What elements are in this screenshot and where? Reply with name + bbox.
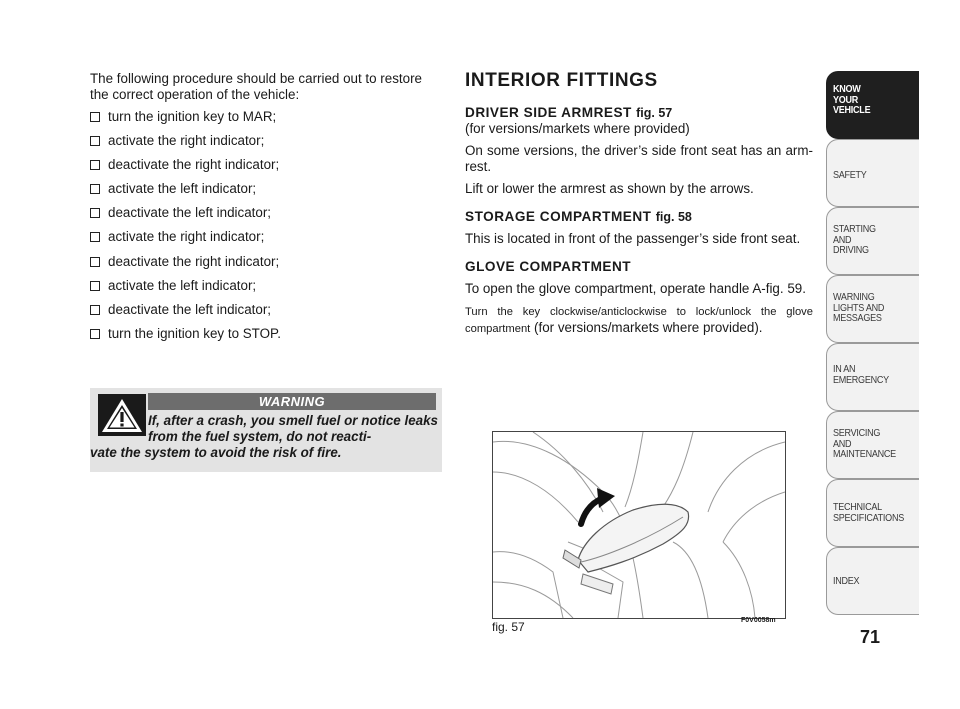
armrest-note: (for versions/markets where provided) [465,121,690,136]
checkbox-bullet-icon [90,329,100,339]
procedure-step: activate the right indicator; [90,229,442,245]
tab-in-an-emergency[interactable]: IN AN EMERGENCY [826,343,919,411]
procedure-column [90,71,442,350]
tab-know-your-vehicle[interactable]: KNOW YOUR VEHICLE [826,71,919,139]
storage-text: This is located in front of the passenger’s side front seat. [465,231,801,246]
armrest-instruction: Lift or lower the armrest as shown by the arrows. [465,181,754,196]
warning-text [90,413,438,461]
interior-fittings-column [465,71,813,343]
procedure-step: deactivate the left indicator; [90,205,442,221]
armrest-illustration [492,431,786,619]
procedure-step: deactivate the right indicator; [90,157,442,173]
armrest-text: On some versions, the driver’s side front seat has an arm-rest. [465,143,813,174]
checkbox-bullet-icon [90,281,100,291]
procedure-step: activate the right indicator; [90,133,442,149]
figure-code: F0V0058m [741,617,776,624]
checkbox-bullet-icon [90,208,100,218]
glove-text: To open the glove compartment, operate handle A-fig. 59. [465,281,806,296]
procedure-steps [90,109,442,342]
procedure-step: activate the left indicator; [90,278,442,294]
checkbox-bullet-icon [90,232,100,242]
armrest-heading: DRIVER SIDE ARMREST fig. 57 [465,105,673,120]
checkbox-bullet-icon [90,184,100,194]
procedure-step: turn the ignition key to MAR; [90,109,442,125]
procedure-step: deactivate the right indicator; [90,254,442,270]
procedure-intro: The following procedure should be carried out to restore the correct operation of the vehicle: [90,71,422,102]
storage-heading: STORAGE COMPARTMENT fig. 58 [465,209,692,224]
figure-reference: fig. 58 [655,210,692,224]
glove-note: Turn the key clockwise/anticlockwise to lock/unlock the glove compartment (for versions/markets where provided). [465,306,813,335]
warning-text-line: If, after a crash, you smell fuel or notice leaks from the fuel system, do not reacti- [148,413,438,444]
page-number: 71 [859,627,881,647]
armrest-drawing [493,432,785,618]
checkbox-bullet-icon [90,112,100,122]
figure-caption: fig. 57 [492,620,525,634]
checkbox-bullet-icon [90,257,100,267]
procedure-step: activate the left indicator; [90,181,442,197]
tab-safety[interactable]: SAFETY [826,139,919,207]
checkbox-bullet-icon [90,160,100,170]
lift-arrow-icon [581,488,615,524]
checkbox-bullet-icon [90,136,100,146]
procedure-step: turn the ignition key to STOP. [90,326,442,342]
tab-index[interactable]: INDEX [826,547,919,615]
checkbox-bullet-icon [90,305,100,315]
procedure-step: deactivate the left indicator; [90,302,442,318]
section-title: INTERIOR FITTINGS [465,70,658,91]
figure-reference: fig. 57 [636,106,673,120]
warning-text-line: vate the system to avoid the risk of fire. [90,445,342,460]
tab-servicing-and-maintenance[interactable]: SERVICING AND MAINTENANCE [826,411,919,479]
tab-warning-lights-and-messages[interactable]: WARNING LIGHTS AND MESSAGES [826,275,919,343]
tab-technical-specifications[interactable]: TECHNICAL SPECIFICATIONS [826,479,919,547]
tab-starting-and-driving[interactable]: STARTING AND DRIVING [826,207,919,275]
glove-heading: GLOVE COMPARTMENT [465,259,632,274]
warning-heading: WARNING [148,393,436,410]
